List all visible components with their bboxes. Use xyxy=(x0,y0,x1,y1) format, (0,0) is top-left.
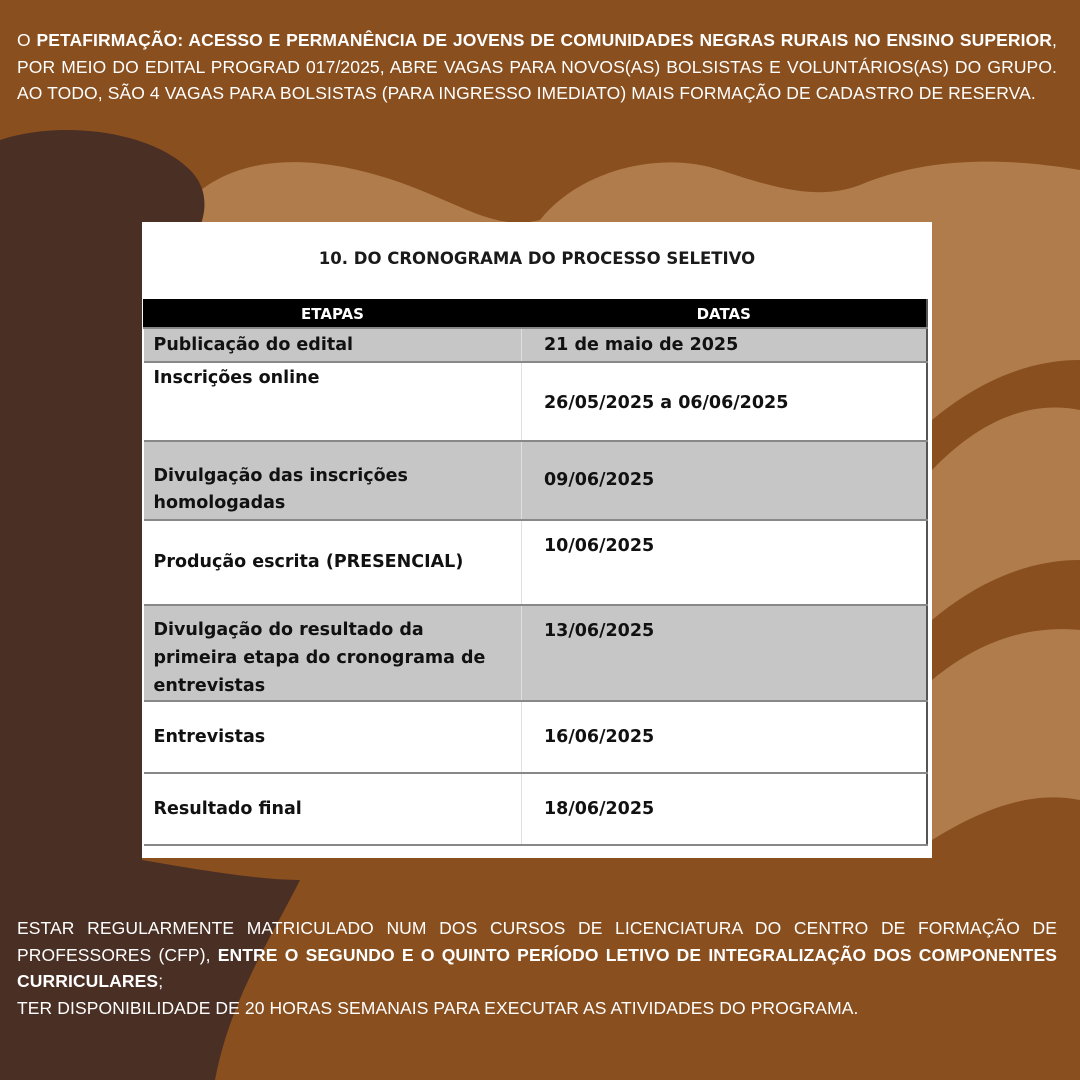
data-cell: 21 de maio de 2025 xyxy=(522,328,927,362)
data-cell: 09/06/2025 xyxy=(522,441,927,520)
table-header-row xyxy=(144,300,927,329)
wave-band-right-1 xyxy=(932,208,1080,420)
table-row xyxy=(144,328,927,362)
etapa-cell: Divulgação do resultado da primeira etapa do cronograma de entrevistas xyxy=(144,605,522,701)
etapa-cell: Resultado final xyxy=(144,773,522,845)
requirements-paragraph xyxy=(17,915,1057,1021)
data-cell: 13/06/2025 xyxy=(522,605,927,701)
schedule-table xyxy=(143,299,928,846)
wave-band-right-3 xyxy=(932,629,1080,840)
data-cell: 18/06/2025 xyxy=(522,773,927,845)
header-etapas: ETAPAS xyxy=(144,300,522,329)
requirement-2: TER DISPONIBILIDADE DE 20 HORAS SEMANAIS PARA EXECUTAR AS ATIVIDADES DO PROGRAMA. xyxy=(17,997,859,1018)
intro-prefix: O xyxy=(17,30,37,50)
table-row xyxy=(144,605,927,701)
requirement-1-bold: ENTRE O SEGUNDO E O QUINTO PERÍODO LETIVO DE INTEGRALIZAÇÃO DOS COMPONENTES CURRICULARES xyxy=(17,944,1057,991)
data-cell: 26/05/2025 a 06/06/2025 xyxy=(522,362,927,441)
requirement-1-end: ; xyxy=(158,971,164,991)
etapa-cell: Entrevistas xyxy=(144,701,522,773)
header-datas: DATAS xyxy=(522,300,927,329)
schedule-document xyxy=(142,222,932,858)
etapa-cell: Produção escrita (PRESENCIAL) xyxy=(144,520,522,605)
schedule-title: 10. DO CRONOGRAMA DO PROCESSO SELETIVO xyxy=(318,249,756,268)
intro-paragraph xyxy=(17,27,1057,107)
wave-band-right-2 xyxy=(932,408,1080,621)
etapa-cell: Divulgação das inscrições homologadas xyxy=(144,441,522,520)
table-row xyxy=(144,520,927,605)
requirement-1-text: ESTAR REGULARMENTE MATRICULADO NUM DOS CURSOS DE LICENCIATURA DO CENTRO DE FORMAÇÃO DE PROFESSORES (CFP), xyxy=(17,918,1057,965)
intro-text: , POR MEIO DO EDITAL PROGRAD 017/2025, ABRE VAGAS PARA NOVOS(AS) BOLSISTAS E VOLUNTÁRIOS(AS) DO GRUPO. AO TODO, SÃO 4 VAGAS PARA BOLSISTAS (PARA INGRESSO IMEDIATO) MAIS FORMAÇÃO DE CADASTRO DE RESERVA. xyxy=(17,30,1057,103)
table-row xyxy=(144,773,927,845)
program-name: PETAFIRMAÇÃO: ACESSO E PERMANÊNCIA DE JOVENS DE COMUNIDADES NEGRAS RURAIS NO ENSINO SUPERIOR xyxy=(36,30,1053,50)
etapa-cell: Publicação do edital xyxy=(144,328,522,362)
requirement-1 xyxy=(17,915,1057,995)
data-cell: 10/06/2025 xyxy=(522,520,927,605)
data-cell: 16/06/2025 xyxy=(522,701,927,773)
etapa-cell: Inscrições online xyxy=(144,362,522,441)
table-row xyxy=(144,441,927,520)
table-row xyxy=(144,701,927,773)
table-row xyxy=(144,362,927,441)
